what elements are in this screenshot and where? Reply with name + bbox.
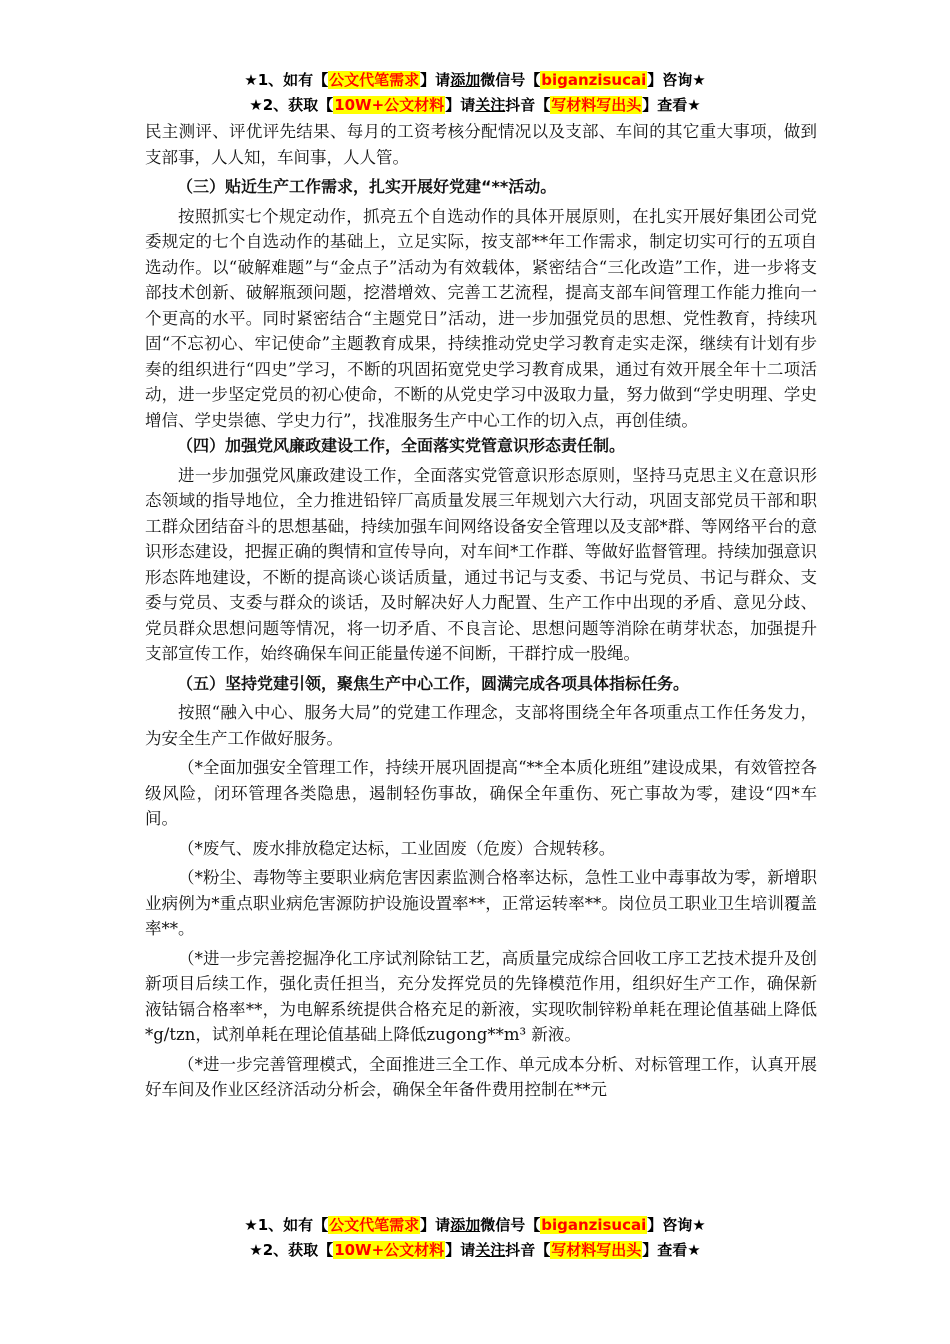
promo-text: 】查看★ (642, 96, 701, 114)
section-heading: （五）坚持党建引领，聚焦生产中心工作，圆满完成各项具体指标任务。 (177, 673, 690, 693)
promo-text: 】查看★ (642, 1241, 701, 1259)
promo-text: ★2、获取【 (249, 1241, 334, 1259)
promo-text: 】请 (420, 71, 451, 89)
body-paragraph: 进一步加强党风廉政建设工作，全面落实党管意识形态原则，坚持马克思主义在意识形态领域的指导地位，全力推进铅锌厂高质量发展三年规划六大行动，巩固支部党员干部和职工群众团结奋斗的思想基础，持续加强车间网络设备安全管理以及支部*群、等网络平台的意识形态建设，把握正确的舆情和宣传导向，对车间*工作群、等做好监督管理。持续加强意识形态阵地建设，不断的提高谈心谈话质量，通过书记与支委、书记与党员、书记与群众、支委与党员、支委与群众的谈话，及时解决好人力配置、生产工作中出现的矛盾、意见分歧、党员群众思想问题等情况，将一切矛盾、不良言论、思想问题等消除在萌芽状态，加强提升支部宣传工作，始终确保车间正能量传递不间断，干群拧成一股绳。 (145, 465, 817, 663)
list-item: （*进一步完善管理模式，全面推进三全工作、单元成本分析、对标管理工作，认真开展好车间及作业区经济活动分析会，确保全年备件费用控制在**元 (145, 1054, 817, 1099)
highlight-service: 公文代笔需求 (329, 71, 420, 89)
promo-text: 】请 (445, 96, 476, 114)
promo-text: 微信号【 (480, 1216, 541, 1234)
promo-line-2 (0, 93, 950, 118)
body-paragraph: 按照抓实七个规定动作，抓亮五个自选动作的具体开展原则，在扎实开展好集团公司党委规定的七个自选动作的基础上，立足实际，按支部**年工作需求，制定切实可行的五项自选动作。以“破解难题”与“金点子”活动为有效载体，紧密结合“三化改造”工作，进一步将支部技术创新、破解瓶颈问题，挖潜增效、完善工艺流程，提高支部车间管理工作能力推向一个更高的水平。同时紧密结合“主题党日”活动，进一步加强党员的思想、党性教育，持续巩固“不忘初心、牢记使命”主题教育成果，持续推动党史学习教育走实走深，继续有计划有步奏的组织进行“四史”学习，不断的巩固拓宽党史学习教育成果，通过有效开展全年十二项活动，进一步坚定党员的初心使命，不断的从党史学习中汲取力量，努力做到“学史明理、学史增信、学史崇德、学史力行”，找准服务生产中心工作的切入点，再创佳绩。 (145, 206, 817, 430)
promo-emphasis: 添加 (450, 71, 481, 89)
section-heading: （四）加强党风廉政建设工作，全面落实党管意识形态责任制。 (177, 436, 626, 455)
promo-text: 抖音【 (505, 1241, 551, 1259)
highlight-wechat-id: biganzisucai (541, 1216, 647, 1234)
promo-text: ★1、如有【 (244, 71, 329, 89)
promo-text: 抖音【 (505, 96, 551, 114)
promo-emphasis: 关注 (475, 1241, 506, 1259)
highlight-materials: 10W+公文材料 (334, 96, 445, 114)
promo-line-1 (0, 1213, 950, 1238)
promo-text: 微信号【 (480, 71, 541, 89)
list-item: （*废气、废水排放稳定达标，工业固废（危废）合规转移。 (178, 838, 616, 858)
highlight-materials: 10W+公文材料 (334, 1241, 445, 1259)
list-item: （*进一步完善挖掘净化工序试剂除钴工艺，高质量完成综合回收工序工艺技术提升及创新项目后续工作，强化责任担当，充分发挥党员的先锋模范作用，组织好生产工作，确保新液钴镉合格率**，为电解系统提供合格充足的新液，实现吹制锌粉单耗在理论值基础上降低*g/tzn，试剂单耗在理论值基础上降低zugong**m³ 新液。 (145, 948, 817, 1044)
document-body (145, 119, 817, 1103)
promo-banner-top (0, 68, 950, 118)
body-paragraph: 民主测评、评优评先结果、每月的工资考核分配情况以及支部、车间的其它重大事项，做到支部事，人人知，车间事，人人管。 (145, 122, 817, 167)
promo-line-1 (0, 68, 950, 93)
list-item: （*粉尘、毒物等主要职业病危害因素监测合格率达标，急性工业中毒事故为零，新增职业病例为*重点职业病危害源防护设施设置率**，正常运转率**。岗位员工职业卫生培训覆盖率**。 (145, 868, 817, 938)
promo-text: 】咨询★ (647, 71, 706, 89)
highlight-service: 公文代笔需求 (329, 1216, 420, 1234)
list-item: （*全面加强安全管理工作，持续开展巩固提高“**全本质化班组”建设成果，有效管控各级风险，闭环管理各类隐患，遏制轻伤事故，确保全年重伤、死亡事故为零，建设“四*车间。 (145, 758, 817, 828)
promo-text: ★2、获取【 (249, 96, 334, 114)
promo-banner-bottom (0, 1213, 950, 1263)
promo-text: 】咨询★ (647, 1216, 706, 1234)
promo-line-2 (0, 1238, 950, 1263)
highlight-douyin: 写材料写出头 (551, 1241, 642, 1259)
highlight-wechat-id: biganzisucai (541, 71, 647, 89)
promo-emphasis: 关注 (475, 96, 506, 114)
highlight-douyin: 写材料写出头 (551, 96, 642, 114)
promo-emphasis: 添加 (450, 1216, 481, 1234)
promo-text: 】请 (420, 1216, 451, 1234)
promo-text: ★1、如有【 (244, 1216, 329, 1234)
section-heading: （三）贴近生产工作需求，扎实开展好党建“**活动。 (177, 177, 557, 196)
promo-text: 】请 (445, 1241, 476, 1259)
body-paragraph: 按照“融入中心、服务大局”的党建工作理念，支部将围绕全年各项重点工作任务发力，为安全生产工作做好服务。 (145, 703, 817, 748)
